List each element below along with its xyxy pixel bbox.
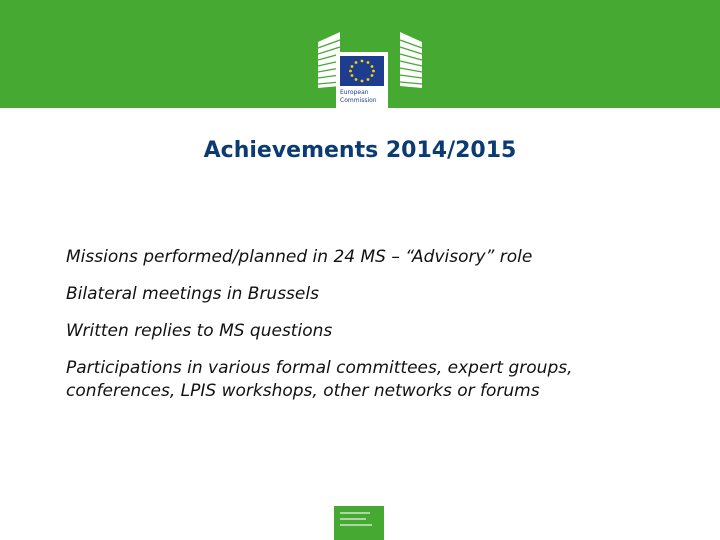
bullet-list bbox=[66, 246, 686, 417]
bullet-item: Written replies to MS questions bbox=[66, 321, 333, 341]
bullet-item: Missions performed/planned in 24 MS – “Advisory” role bbox=[66, 247, 533, 267]
bullet-item: Participations in various formal committees, expert groups, conferences, LPIS workshops, other networks or forums bbox=[66, 358, 573, 401]
bullet-item: Bilateral meetings in Brussels bbox=[66, 284, 319, 304]
building-icon bbox=[310, 22, 430, 108]
slide-title: Achievements 2014/2015 bbox=[203, 138, 517, 163]
agriculture-logo-icon bbox=[334, 506, 384, 540]
logo-text-commission: Commission bbox=[340, 97, 377, 104]
logo-text-european: European bbox=[340, 89, 369, 96]
european-commission-logo bbox=[310, 22, 430, 108]
